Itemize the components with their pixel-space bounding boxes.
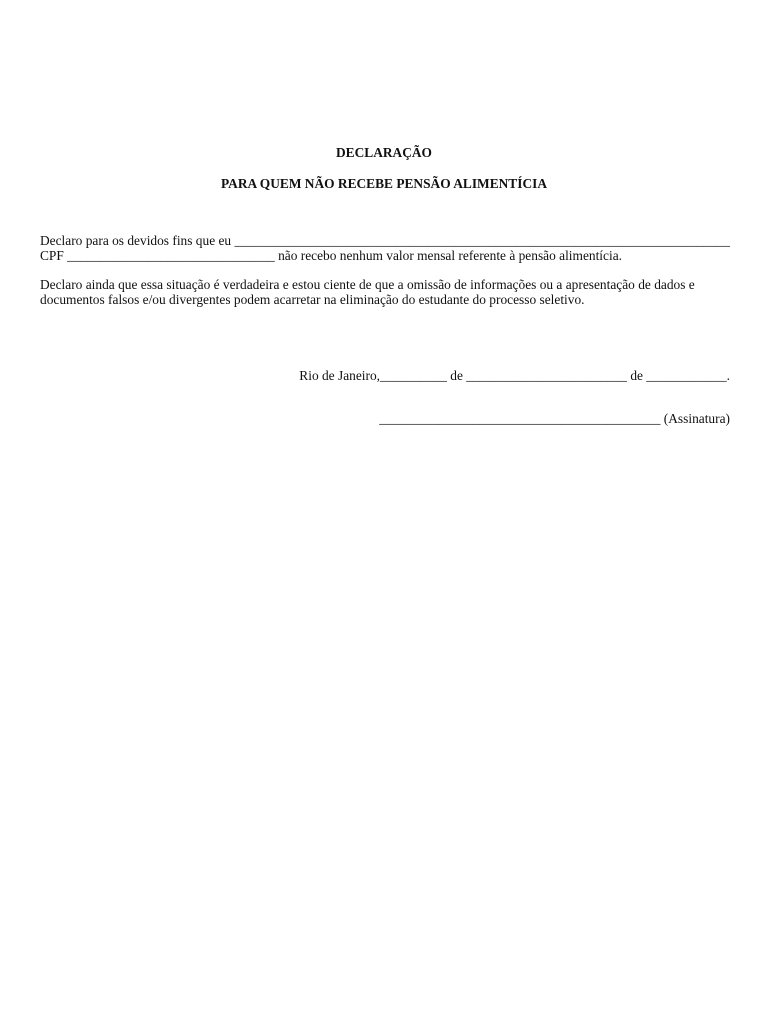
document-subtitle: PARA QUEM NÃO RECEBE PENSÃO ALIMENTÍCIA: [221, 176, 547, 191]
declaration-cpf-line: CPF _______________________________ não recebo nenhum valor mensal referente à pensão alimentícia.: [40, 248, 622, 263]
declaration-name-line: Declaro para os devidos fins que eu __________________________________________________________________________: [40, 233, 730, 248]
signature-line: __________________________________________ (Assinatura): [379, 411, 730, 426]
declaration-truth-line-2: documentos falsos e/ou divergentes podem acarretar na eliminação do estudante do processo seletivo.: [40, 292, 585, 307]
document-title: DECLARAÇÃO: [336, 145, 432, 160]
place-date-line: Rio de Janeiro,__________ de ________________________ de ____________.: [299, 368, 730, 383]
declaration-truth-line-1: Declaro ainda que essa situação é verdadeira e estou ciente de que a omissão de informações ou a apresentação de dados e: [40, 277, 695, 292]
